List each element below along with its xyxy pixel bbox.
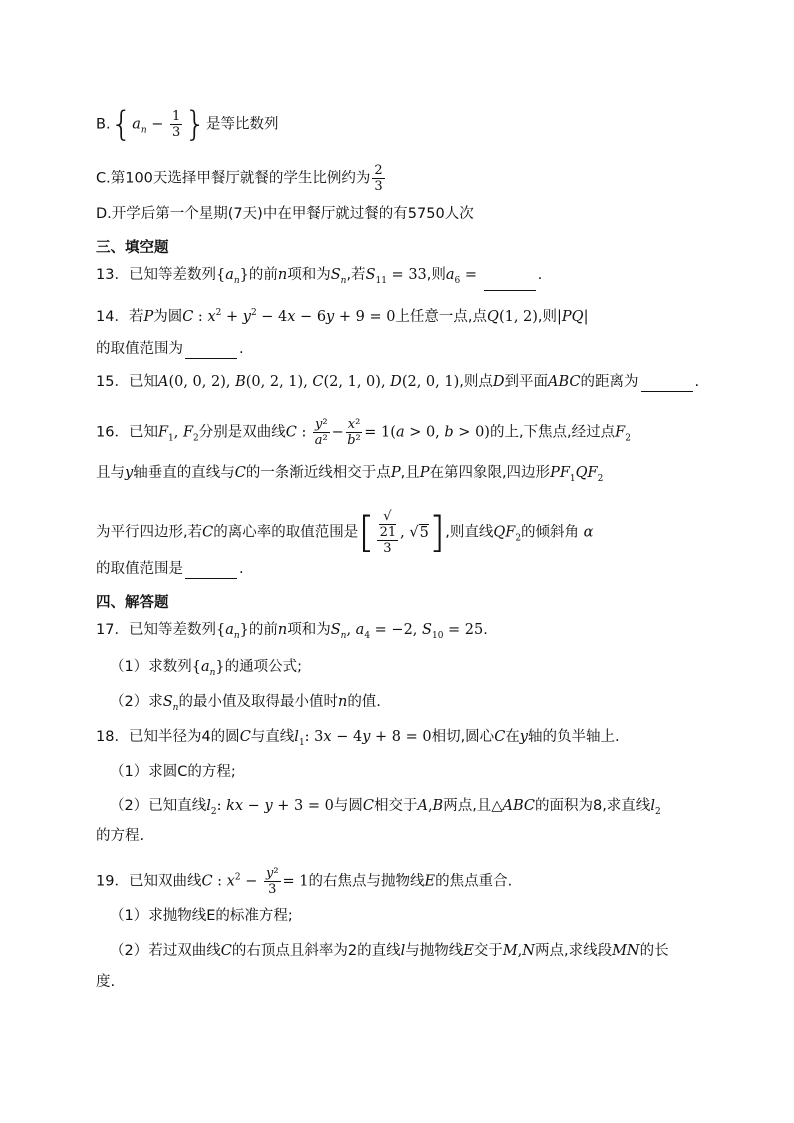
question-17-part2: （2）求$S_n$的最小值及取得最小值时n的值.: [110, 694, 381, 713]
question-15: 15．已知A(0, 0, 2), B(0, 2, 1), C(2, 1, 0), D(2, 0, 1),则点D到平面ABC的距离为 .: [96, 374, 700, 390]
section-fill-in-title: 三、填空题: [96, 240, 169, 256]
question-16: 16．已知$F_1$, $F_2$分别是双曲线C : $\frac{\text{y²}}{\text{a²}}$ − $\frac{\text{x²}}{\text{b²}}$ = 1(a > 0, b > 0)的上,下焦点,经过点$F_2$: [96, 417, 631, 448]
answer-blank: [484, 276, 536, 291]
option-c: C.第100天选择甲餐厅就餐的学生比例约为 $\frac{2}{3}$: [96, 163, 383, 194]
question-18-part2-line2: 的方程.: [96, 828, 145, 844]
question-16-line2: 且与y轴垂直的直线与C的一条渐近线相交于点P,且P在第四象限,四边形$PF_1QF_2$: [96, 465, 604, 484]
question-19: 19．已知双曲线C : $x^2$ − $\frac{\text{y²}}{3}$ = 1的右焦点与抛物线E的焦点重合.: [96, 866, 513, 897]
answer-blank: [641, 377, 693, 392]
option-b: $B.\{a_n$ − $\frac{1}{3}$ }是等比数列: [96, 104, 279, 145]
section-answer-title: 四、解答题: [96, 595, 169, 611]
question-19-part1: （1）求抛物线E的标准方程;: [110, 908, 293, 924]
question-16-line4: 的取值范围是 .: [96, 561, 244, 577]
question-18-part2: （2）已知直线$l_2$: kx − y + 3 = 0与圆C相交于A,B两点,且△ABC的面积为8,求直线$l_2$: [110, 798, 661, 817]
question-14: 14．若P为圆C : $x^2 + y^2 - 4x - 6y + 9 = 0$上任意一点,点Q(1, 2),则|PQ|: [96, 308, 589, 325]
question-18: 18．已知半径为4的圆C与直线$l_1$: 3x − 4y + 8 = 0相切,圆心C在y轴的负半轴上.: [96, 729, 620, 748]
question-14-line2: 的取值范围为 .: [96, 341, 244, 357]
question-19-part2-line2: 度.: [96, 974, 116, 990]
question-16-line3: 为平行四边形,若C的离心率的取值范围是[ √ 21 3 , √5],则直线$QF_2$的倾斜角 α: [96, 507, 594, 557]
question-17-part1: （1）求数列$\{a_n\}$的通项公式;: [110, 659, 303, 678]
question-18-part1: （1）求圆C的方程;: [110, 764, 236, 780]
answer-blank: [185, 344, 237, 359]
answer-blank: [185, 564, 237, 579]
question-13: 13．已知等差数列$\{a_n\}$的前n项和为$S_n$,若$S_{11} = 33$,则$a_6$ = .: [96, 265, 542, 291]
option-d: D.开学后第一个星期(7天)中在甲餐厅就过餐的有5750人次: [96, 206, 474, 222]
question-19-part2: （2）若过双曲线C的右顶点且斜率为2的直线l与抛物线E交于M,N两点,求线段MN的长: [110, 943, 669, 959]
question-17: 17．已知等差数列$\{a_n\}$的前n项和为$S_n$, $a_4 = -2$, $S_{10} = 25$.: [96, 622, 488, 641]
